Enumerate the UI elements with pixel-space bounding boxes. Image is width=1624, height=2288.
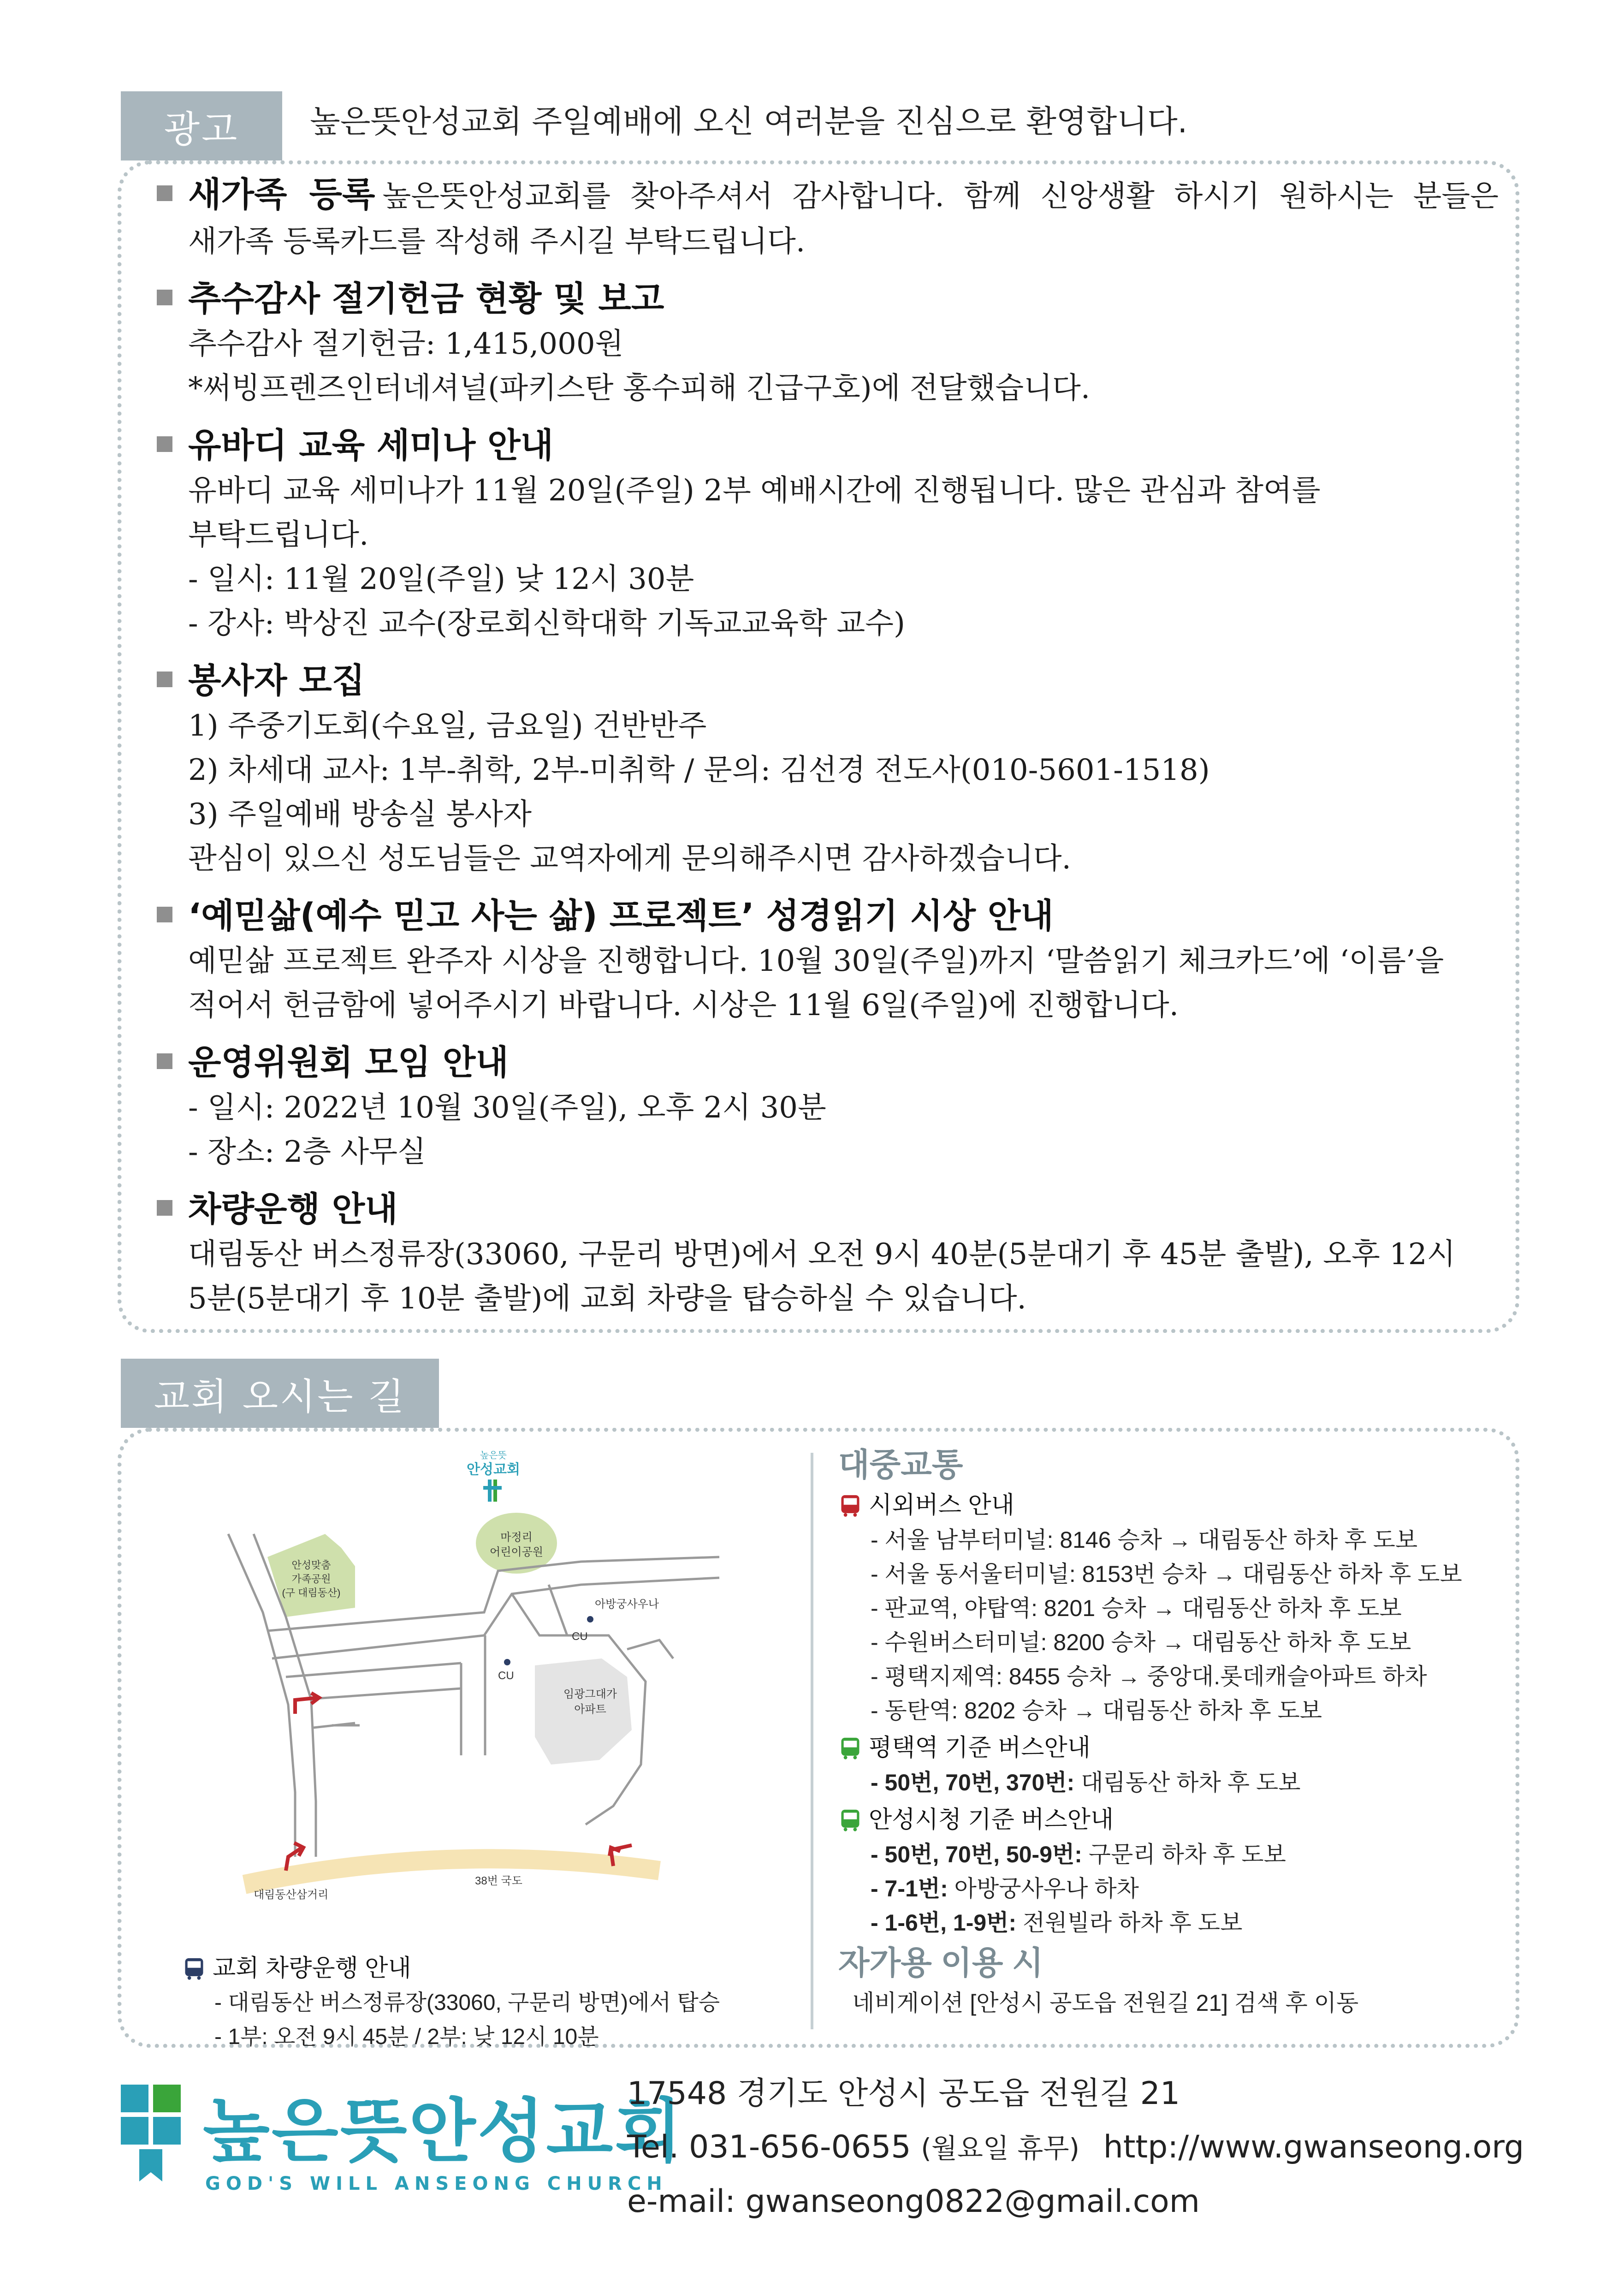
- transit-info: [838, 1442, 1493, 2020]
- notice-vehicle: [157, 1186, 1499, 1321]
- notice-line: 유바디 교육 세미나가 11월 20일(주일) 2부 예배시간에 진행됩니다. 많은 관심과 참여를: [188, 474, 1321, 508]
- svg-text:가족공원: 가족공원: [291, 1573, 331, 1585]
- transit-heading: 대중교통: [838, 1447, 963, 1483]
- car-info-line: - 1부: 오전 9시 45분 / 2부: 낮 12시 10분: [214, 2025, 599, 2049]
- pyeongtaek-route: - 50번, 70번, 370번: 대림동산 하차 후 도보: [871, 1770, 1301, 1795]
- intercity-route: - 판교역, 야탑역: 8201 승차 → 대림동산 하차 후 도보: [871, 1595, 1402, 1621]
- church-map: [217, 1442, 798, 1944]
- intercity-route: - 서울 동서울터미널: 8153번 승차 → 대림동산 하차 후 도보: [871, 1561, 1462, 1587]
- notice-title: 운영위원회 모임 안내: [188, 1043, 509, 1082]
- car-info-title: 교회 차량운행 안내: [213, 1955, 411, 1982]
- intercity-route: - 동탄역: 8202 승차 → 대림동산 하차 후 도보: [871, 1698, 1322, 1723]
- intersection-label: 대림동산삼거리: [254, 1889, 329, 1901]
- cu-store-label-2: CU: [498, 1670, 514, 1682]
- notice-line: 추수감사 절기헌금: 1,415,000원: [188, 327, 624, 361]
- car-navigation-line: 네비게이션 [안성시 공도읍 전원길 21] 검색 후 이동: [852, 1990, 1359, 2016]
- notice-committee-meeting: [157, 1040, 1499, 1174]
- email-link[interactable]: e-mail: gwanseong0822@gmail.com: [627, 2183, 1200, 2220]
- intercity-title: 시외버스 안내: [869, 1492, 1014, 1519]
- anseong-route: - 7-1번: 아방궁사우나 하차: [871, 1876, 1139, 1902]
- svg-text:높은뜻: 높은뜻: [480, 1450, 507, 1461]
- notice-line: *써빙프렌즈인터네셔널(파키스탄 홍수피해 긴급구호)에 전달했습니다.: [188, 371, 1091, 405]
- notice-bible-reading: [157, 893, 1499, 1028]
- welcome-message: 높은뜻안성교회 주일예배에 오신 여러분을 진심으로 환영합니다.: [310, 104, 1188, 140]
- notice-inline-text: 높은뜻안성교회를 찾아주셔서 감사합니다. 함께 신앙생활 하시기 원하시는 분들은: [382, 179, 1499, 214]
- notice-line: 3) 주일예배 방송실 봉사자: [188, 797, 532, 832]
- notice-line: 5분(5분대기 후 10분 출발)에 교회 차량을 탑승하실 수 있습니다.: [188, 1282, 1026, 1316]
- playground-label: 마정리 어린이공원: [490, 1531, 543, 1558]
- phone-note: (월요일 휴무): [921, 2133, 1080, 2164]
- notice-line: 1) 주중기도회(수요일, 금요일) 건반반주: [188, 709, 707, 743]
- column-divider: [811, 1453, 813, 2029]
- notice-line: 적어서 헌금함에 넣어주시기 바랍니다. 시상은 11월 6일(주일)에 진행합니다.: [188, 988, 1179, 1022]
- bullet-square-icon: [157, 436, 172, 452]
- pyeongtaek-title: 평택역 기준 버스안내: [869, 1735, 1091, 1761]
- bus-icon: [838, 1736, 862, 1760]
- notice-line: 2) 차세대 교사: 1부-취학, 2부-미취학 / 문의: 김선경 전도사(010-5601-1518): [188, 753, 1210, 787]
- svg-text:아파트: 아파트: [574, 1703, 606, 1716]
- cu-store-label: CU: [572, 1630, 588, 1643]
- car-heading: 자가용 이용 시: [838, 1945, 1043, 1981]
- sauna-marker: [587, 1616, 593, 1622]
- notice-line: 새가족 등록카드를 작성해 주시길 부탁드립니다.: [188, 225, 806, 259]
- church-logo-english: GOD'S WILL ANSEONG CHURCH: [205, 2173, 668, 2194]
- notice-list: [157, 172, 1499, 1333]
- notice-ubody-seminar: [157, 422, 1499, 646]
- anseong-title: 안성시청 기준 버스안내: [869, 1807, 1114, 1833]
- svg-text:안성교회: 안성교회: [467, 1462, 520, 1477]
- notice-title: 추수감사 절기헌금 현황 및 보고: [188, 279, 664, 319]
- sauna-label: 아방궁사우나: [595, 1598, 659, 1611]
- church-logo-text: 높은뜻안성교회: [203, 2092, 684, 2172]
- national-road: [244, 1859, 659, 1884]
- address: 17548 경기도 안성시 공도읍 전원길 21: [627, 2075, 1180, 2112]
- bullet-square-icon: [157, 672, 172, 687]
- svg-text:(구 대림동산): (구 대림동산): [282, 1587, 341, 1599]
- cu-marker: [504, 1659, 510, 1665]
- notice-line: - 장소: 2층 사무실: [188, 1135, 426, 1169]
- notice-line: 부탁드립니다.: [188, 518, 369, 552]
- notice-title: ‘예믿삶(예수 믿고 사는 삶) 프로젝트’ 성경읽기 시상 안내: [188, 896, 1054, 936]
- road-label: 38번 국도: [475, 1875, 522, 1887]
- bullet-square-icon: [157, 1053, 172, 1069]
- anseong-route: - 1-6번, 1-9번: 전원빌라 하차 후 도보: [871, 1910, 1243, 1936]
- footer-contact: [627, 2067, 1524, 2229]
- church-logo-icon: [121, 2085, 195, 2191]
- directions-section-tab: 교회 오시는 길: [121, 1359, 439, 1428]
- notice-new-family: [157, 172, 1499, 264]
- notice-line: 예믿삶 프로젝트 완주자 시상을 진행합니다. 10월 30일(주일)까지 ‘말씀읽기 체크카드’에 ‘이름’을: [188, 944, 1444, 978]
- notice-title: 차량운행 안내: [188, 1189, 398, 1229]
- intercity-route: - 서울 남부터미널: 8146 승차 → 대림동산 하차 후 도보: [871, 1527, 1418, 1553]
- bullet-square-icon: [157, 907, 172, 922]
- phone: Tel. 031-656-0655: [627, 2129, 911, 2165]
- notice-line: - 일시: 11월 20일(주일) 낮 12시 30분: [188, 562, 694, 596]
- church-vehicle-info: [182, 1951, 720, 2054]
- notice-line: - 강사: 박상진 교수(장로회신학대학 기독교교육학 교수): [188, 606, 905, 641]
- car-info-line: - 대림동산 버스정류장(33060, 구문리 방면)에서 탑승: [214, 1991, 720, 2015]
- svg-text:안성맞춤: 안성맞춤: [291, 1559, 331, 1571]
- notice-title: 유바디 교육 세미나 안내: [188, 426, 554, 465]
- notice-volunteers: [157, 658, 1499, 881]
- notice-line: 관심이 있으신 성도님들은 교역자에게 문의해주시면 감사하겠습니다.: [188, 842, 1071, 876]
- notice-harvest-offering: [157, 276, 1499, 410]
- notice-line: 대림동산 버스정류장(33060, 구문리 방면)에서 오전 9시 40분(5분대기 후 45분 출발), 오후 12시: [188, 1237, 1456, 1272]
- church-marker: [467, 1450, 520, 1502]
- bullet-square-icon: [157, 290, 172, 305]
- website-link[interactable]: http://www.gwanseong.org: [1103, 2129, 1524, 2165]
- bus-icon: [838, 1808, 862, 1832]
- ad-section-tab: 광고: [121, 91, 282, 160]
- bullet-square-icon: [157, 185, 172, 201]
- svg-text:임광그대가: 임광그대가: [563, 1688, 617, 1700]
- notice-line: - 일시: 2022년 10월 30일(주일), 오후 2시 30분: [188, 1091, 826, 1125]
- bus-icon: [838, 1493, 862, 1517]
- bullet-square-icon: [157, 1200, 172, 1216]
- anseong-route: - 50번, 70번, 50-9번: 구문리 하차 후 도보: [871, 1842, 1286, 1867]
- intercity-route: - 평택지제역: 8455 승차 → 중앙대.롯데캐슬아파트 하차: [871, 1664, 1427, 1689]
- bus-icon: [182, 1956, 206, 1980]
- intercity-route: - 수원버스터미널: 8200 승차 → 대림동산 하차 후 도보: [871, 1629, 1411, 1655]
- notice-title: 봉사자 모집: [188, 661, 365, 701]
- notice-title: 새가족 등록: [188, 175, 375, 214]
